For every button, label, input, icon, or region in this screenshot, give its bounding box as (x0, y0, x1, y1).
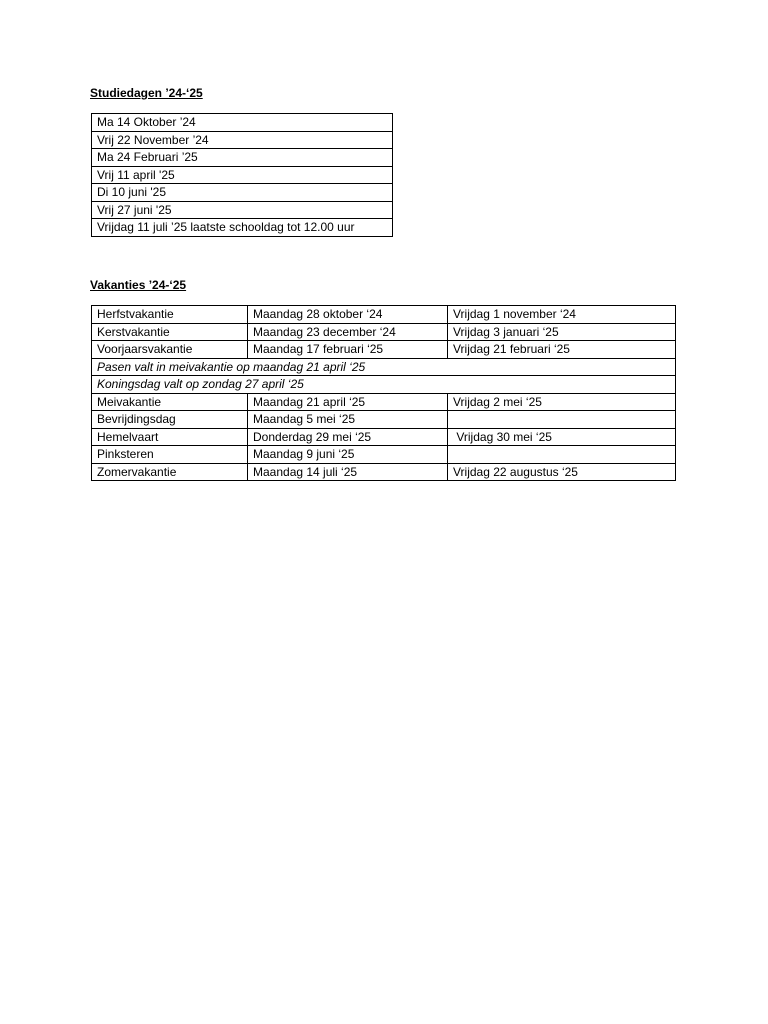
studiedag-cell: Ma 24 Februari ’25 (92, 149, 393, 167)
studiedag-cell: Vrij 11 april '25 (92, 166, 393, 184)
vakantie-end-cell (448, 446, 676, 464)
note-cell: Pasen valt in meivakantie op maandag 21 april ‘25 (92, 358, 676, 376)
vakantie-name-cell: Herfstvakantie (92, 306, 248, 324)
table-row (92, 446, 676, 464)
vakantie-end-cell (448, 411, 676, 429)
table-row (92, 358, 676, 376)
vakantie-name-cell: Hemelvaart (92, 428, 248, 446)
vakantie-end-cell: Vrijdag 3 januari ‘25 (448, 323, 676, 341)
vakantie-end-cell: Vrijdag 1 november ‘24 (448, 306, 676, 324)
table-row (92, 201, 393, 219)
studiedag-cell: Ma 14 Oktober ’24 (92, 114, 393, 132)
vakantie-name-cell: Kerstvakantie (92, 323, 248, 341)
table-row (92, 341, 676, 359)
studiedagen-heading: Studiedagen ’24-‘25 (90, 86, 203, 100)
vakantie-name-cell: Bevrijdingsdag (92, 411, 248, 429)
vakantie-start-cell: Maandag 9 juni ‘25 (248, 446, 448, 464)
table-row (92, 149, 393, 167)
vakanties-heading: Vakanties ’24-‘25 (90, 278, 187, 292)
vakantie-name-cell: Meivakantie (92, 393, 248, 411)
table-row (92, 184, 393, 202)
studiedag-cell: Vrij 27 juni '25 (92, 201, 393, 219)
table-row (92, 376, 676, 394)
vakantie-end-cell: Vrijdag 30 mei ‘25 (448, 428, 676, 446)
studiedagen-table (91, 113, 393, 237)
vakantie-start-cell: Maandag 21 april ‘25 (248, 393, 448, 411)
table-row (92, 166, 393, 184)
vakantie-end-cell: Vrijdag 22 augustus ‘25 (448, 463, 676, 481)
vakantie-name-cell: Pinksteren (92, 446, 248, 464)
vakantie-name-cell: Zomervakantie (92, 463, 248, 481)
studiedag-cell: Vrijdag 11 juli ’25 laatste schooldag tot 12.00 uur (92, 219, 393, 237)
table-row (92, 393, 676, 411)
table-row (92, 463, 676, 481)
table-row (92, 219, 393, 237)
vakantie-start-cell: Maandag 17 februari ‘25 (248, 341, 448, 359)
table-row (92, 131, 393, 149)
studiedag-cell: Di 10 juni '25 (92, 184, 393, 202)
studiedag-cell: Vrij 22 November ’24 (92, 131, 393, 149)
vakantie-start-cell: Maandag 5 mei ‘25 (248, 411, 448, 429)
table-row (92, 323, 676, 341)
table-row (92, 428, 676, 446)
vakanties-table (91, 305, 676, 481)
vakantie-name-cell: Voorjaarsvakantie (92, 341, 248, 359)
table-row (92, 411, 676, 429)
table-row (92, 306, 676, 324)
vakantie-end-cell: Vrijdag 21 februari ‘25 (448, 341, 676, 359)
vakantie-start-cell: Maandag 28 oktober ‘24 (248, 306, 448, 324)
note-cell: Koningsdag valt op zondag 27 april ‘25 (92, 376, 676, 394)
vakantie-start-cell: Donderdag 29 mei ‘25 (248, 428, 448, 446)
vakantie-start-cell: Maandag 14 juli ‘25 (248, 463, 448, 481)
vakantie-start-cell: Maandag 23 december ‘24 (248, 323, 448, 341)
table-row (92, 114, 393, 132)
vakantie-end-cell: Vrijdag 2 mei ‘25 (448, 393, 676, 411)
